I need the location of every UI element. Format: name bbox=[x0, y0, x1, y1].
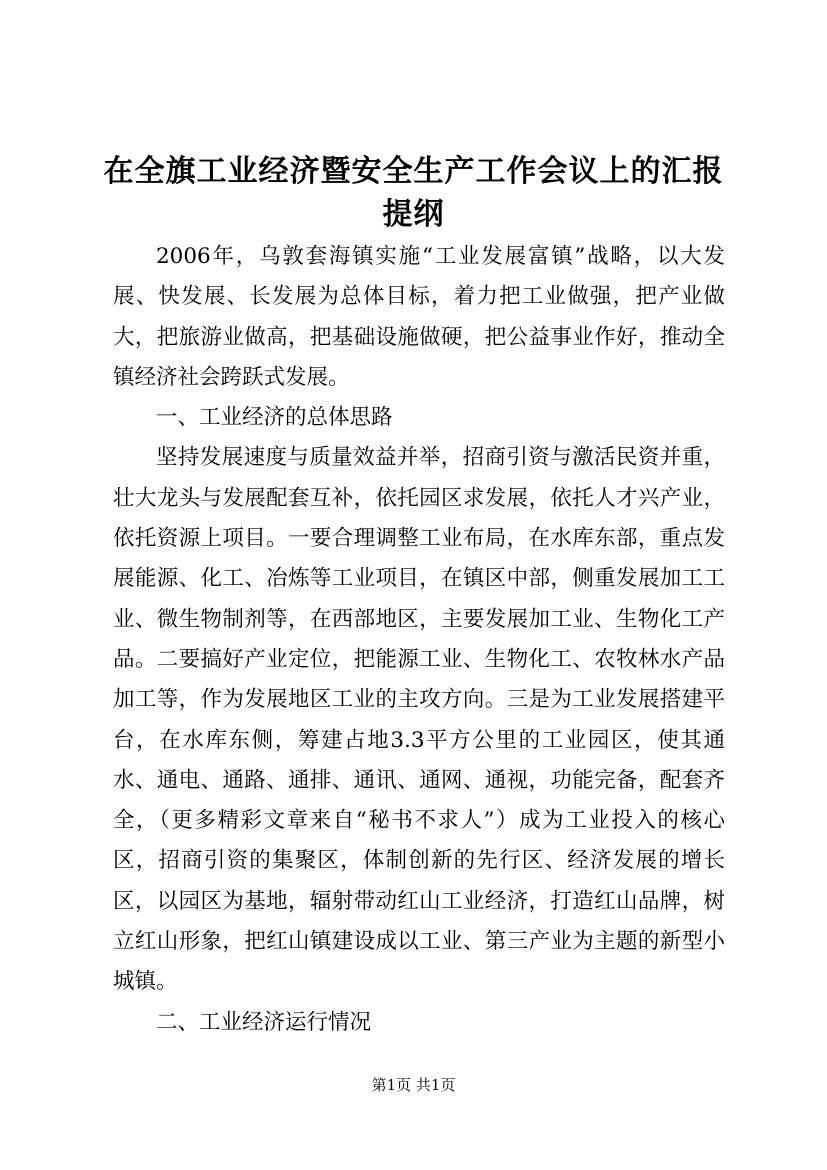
section-heading-2: 二、工业经济运行情况 bbox=[156, 1009, 372, 1035]
document-body bbox=[113, 237, 725, 1043]
section-heading-1: 一、工业经济的总体思路 bbox=[156, 405, 393, 431]
intro-paragraph: 2006年，乌敦套海镇实施“工业发展富镇”战略，以大发展、快发展、长发展为总体目标，着力把工业做强，把产业做大，把旅游业做高，把基础设施做硬，把公益事业作好，推动全镇经济社会跨跃式发展。 bbox=[113, 244, 725, 390]
page-footer bbox=[0, 1075, 827, 1095]
title-line-2: 提纲 bbox=[382, 197, 445, 232]
title-line-1: 在全旗工业经济暨安全生产工作会议上的汇报 bbox=[103, 154, 724, 189]
page-number: 第1页 共1页 bbox=[371, 1076, 456, 1094]
document-title bbox=[0, 150, 827, 236]
section-1-paragraph: 坚持发展速度与质量效益并举，招商引资与激活民资并重，壮大龙头与发展配套互补，依托园区求发展，依托人才兴产业，依托资源上项目。一要合理调整工业布局，在水库东部，重点发展能源、化工、冶炼等工业项目，在镇区中部，侧重发展加工工业、微生物制剂等，在西部地区，主要发展加工业、生物化工产品。二要搞好产业定位，把能源工业、生物化工、农牧林水产品加工等，作为发展地区工业的主攻方向。三是为工业发展搭建平台，在水库东侧，筹建占地3.3平方公里的工业园区，使其通水、通电、通路、通排、通讯、通网、通视，功能完备，配套齐全，（更多精彩文章来自“秘书不求人”）成为工业投入的核心区，招商引资的集聚区，体制创新的先行区、经济发展的增长区，以园区为基地，辐射带动红山工业经济，打造红山品牌，树立红山形象，把红山镇建设成以工业、第三产业为主题的新型小城镇。 bbox=[113, 445, 725, 995]
